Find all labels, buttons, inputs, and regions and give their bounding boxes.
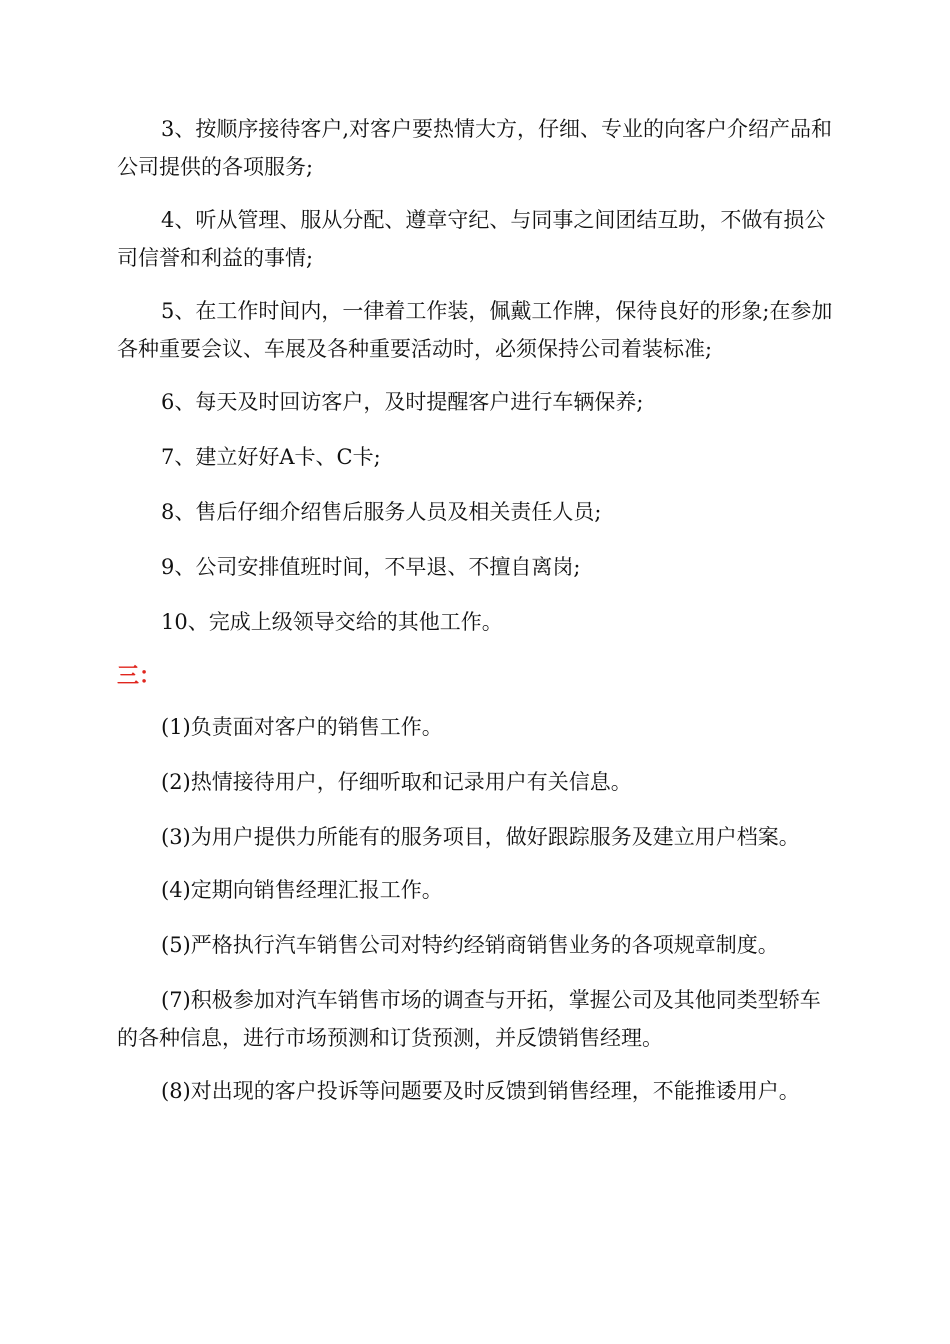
list-item: (2)热情接待用户，仔细听取和记录用户有关信息。 [161, 770, 632, 794]
list-item: (4)定期向销售经理汇报工作。 [161, 878, 443, 902]
list-item: (7)积极参加对汽车销售市场的调查与开拓，掌握公司及其他同类型轿车的各种信息，进行市场预测和订货预测，并反馈销售经理。 [117, 988, 821, 1050]
list-item: 9、公司安排值班时间，不早退、不擅自离岗; [161, 555, 581, 579]
list-item: 7、建立好好A卡、C卡; [161, 445, 381, 469]
document-body [117, 110, 837, 1125]
section-heading: 三： [117, 664, 162, 689]
list-item: (3)为用户提供力所能有的服务项目，做好跟踪服务及建立用户档案。 [161, 825, 800, 849]
list-item: 4、听从管理、服从分配、遵章守纪、与同事之间团结互助，不做有损公司信誉和利益的事情; [117, 208, 826, 270]
list-item: 10、完成上级领导交给的其他工作。 [161, 610, 503, 634]
list-item: 5、在工作时间内，一律着工作装，佩戴工作牌，保待良好的形象;在参加各种重要会议、车展及各种重要活动时，必须保持公司着装标准; [117, 299, 833, 361]
list-item: 6、每天及时回访客户，及时提醒客户进行车辆保养; [161, 390, 644, 414]
list-item: (1)负责面对客户的销售工作。 [161, 715, 443, 739]
list-item: 3、按顺序接待客户,对客户要热情大方，仔细、专业的向客户介绍产品和公司提供的各项服务; [117, 117, 833, 179]
list-item: (5)严格执行汽车销售公司对特约经销商销售业务的各项规章制度。 [161, 933, 779, 957]
list-item: 8、售后仔细介绍售后服务人员及相关责任人员; [161, 500, 602, 524]
list-item: (8)对出现的客户投诉等问题要及时反馈到销售经理，不能推诿用户。 [161, 1079, 800, 1103]
